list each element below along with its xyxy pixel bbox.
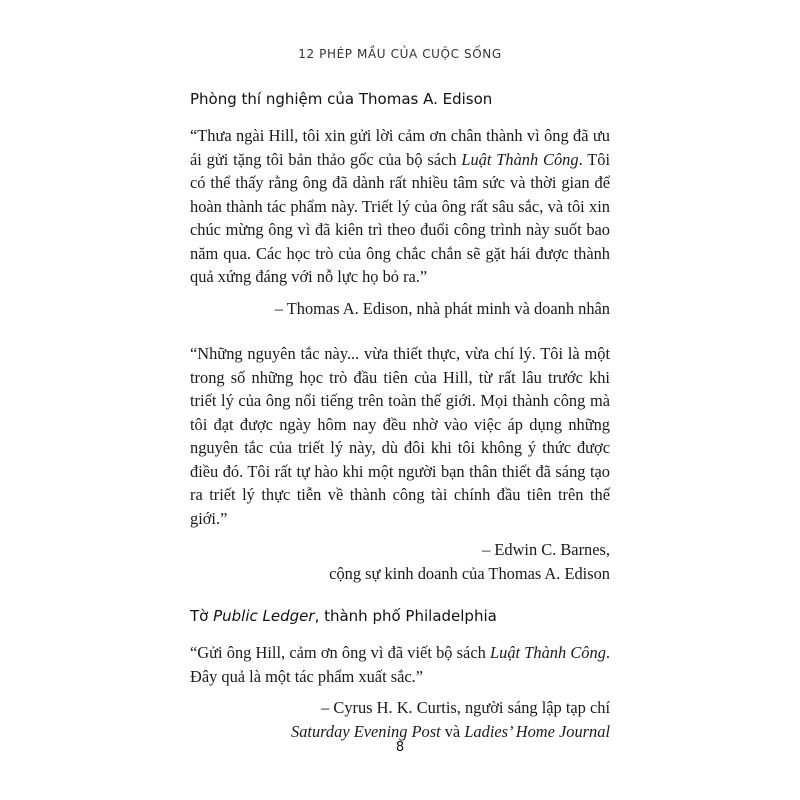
page-number: 8 [395, 740, 405, 755]
attribution-line: – Cyrus H. K. Curtis, người sáng lập tạp chí [321, 698, 610, 717]
attribution-connector: và [440, 721, 465, 741]
quote-edison [190, 124, 610, 289]
attribution-line: cộng sự kinh doanh của Thomas A. Edison [329, 563, 610, 583]
attribution-curtis [190, 696, 610, 743]
attribution-edison [190, 297, 610, 321]
quote-barnes: “Những nguyên tắc này... vừa thiết thực, vừa chí lý. Tôi là một trong số những học trò đầu tiên của Hill, từ rất lâu trước khi triết lý của ông nổi tiếng trên toàn thế giới. Mọi thành công mà tôi đạt được ngày hôm nay đều nhờ vào việc áp dụng những nguyên tắc của triết lý này, dù đôi khi tôi không ý thức được điều đó. Tôi rất tự hào khi một người bạn thân thiết đã sáng tạo ra triết lý thực tiễn về thành công tài chính đầu tiên trên thế giới.” [190, 344, 610, 528]
quote-text: “Gửi ông Hill, cảm ơn ông vì đã viết bộ sách [190, 643, 491, 662]
section-heading-edison-lab: Phòng thí nghiệm của Thomas A. Edison [190, 90, 493, 108]
heading-text: Tờ [190, 607, 214, 625]
section-heading-public-ledger [190, 605, 610, 627]
running-head: 12 PHÉP MẦU CỦA CUỘC SỐNG [298, 47, 502, 61]
book-title: Luật Thành Công [490, 643, 606, 662]
magazine-title: Ladies’ Home Journal [464, 721, 610, 741]
quote-text: “Thưa ngài Hill, tôi xin gửi lời cảm ơn chân thành vì ông đã ưu ái gửi tặng tôi bản thảo gốc của bộ sách [190, 126, 610, 169]
attribution-barnes [190, 538, 610, 585]
attribution-line: – Thomas A. Edison, nhà phát minh và doanh nhân [274, 298, 610, 318]
page-content [190, 88, 610, 743]
heading-text: , thành phố Philadelphia [314, 607, 497, 625]
quote-text: . Tôi có thể thấy rằng ông đã dành rất nhiều tâm sức và thời gian để hoàn thành tác phẩm này. Triết lý của ông rất sâu sắc, và tôi xin chúc mừng ông vì đã kiên trì theo đuổi công trình này suốt bao năm qua. Các học trò của ông chắc chắn sẽ gặt hái được thành quả xứng đáng với nỗ lực họ bỏ ra.” [190, 149, 610, 286]
book-title: Luật Thành Công [461, 149, 579, 169]
magazine-title: Saturday Evening Post [291, 721, 441, 741]
quote-public-ledger [190, 641, 610, 688]
attribution-line: – Edwin C. Barnes, [482, 540, 610, 559]
newspaper-title: Public Ledger [213, 607, 315, 625]
quote-text: . Đây quả là một tác phẩm xuất sắc.” [190, 643, 611, 686]
